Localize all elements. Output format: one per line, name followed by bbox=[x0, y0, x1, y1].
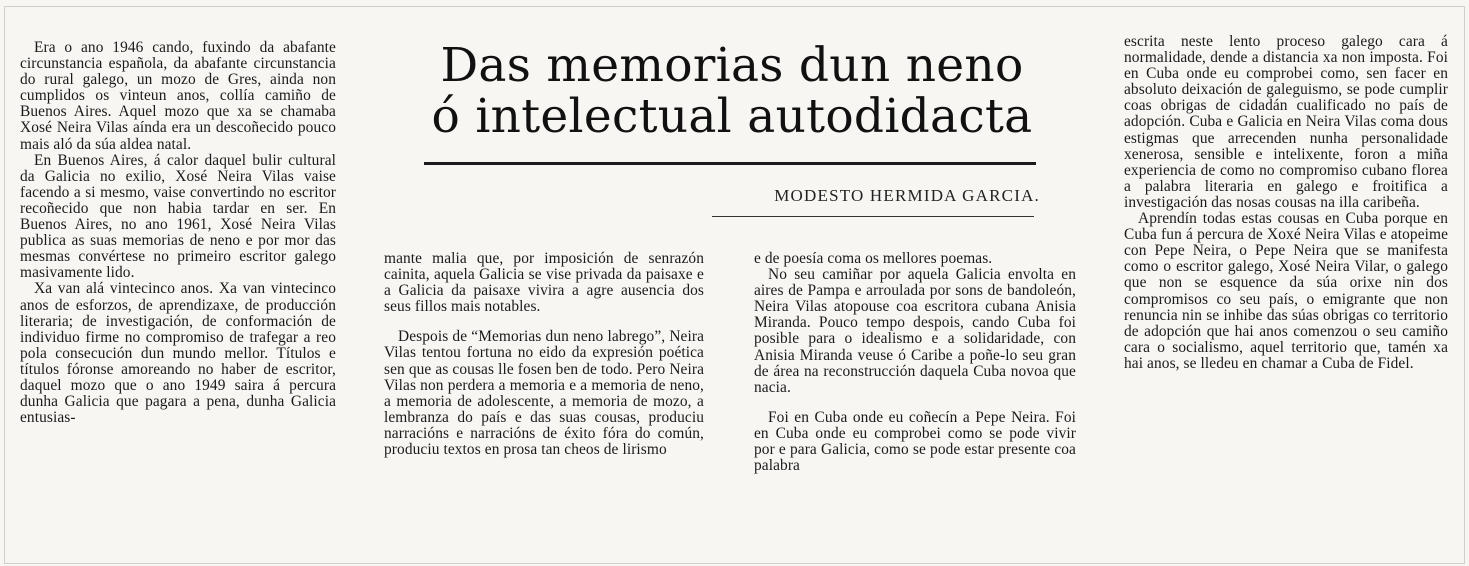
headline-line-2: ó intelectual autodidacta bbox=[431, 89, 1033, 144]
paragraph: e de poesía coma os mellores poemas. bbox=[754, 250, 993, 267]
column-4 bbox=[1124, 34, 1448, 372]
paragraph: Xa van alá vintecinco anos. Xa van vintecinco anos de esforzos, de aprendizaxe, de producción literaria; de investigación, de conformación de individuo firme no compromiso de trafegar a reo pola consecución dun mundo mellor. Títulos e títulos fóronse amoreando no haber de escritor, daquel mozo que o ano 1949 saira á percura dunha Galicia que pagara a pena, dunha Galicia entusias- bbox=[20, 280, 336, 427]
paragraph: En Buenos Aires, á calor daquel bulir cultural da Galicia no exilio, Xosé Neira Vilas vaise facendo a si mesmo, vaise convertindo no escritor recoñecido que non habia tardar en ser. En Buenos Aires, no ano 1961, Xosé Neira Vilas publica as suas memorias de neno e por mor das mesmas convértese no primeiro escritor galego masivamente lido. bbox=[20, 151, 336, 282]
headline-line-1: Das memorias dun neno bbox=[440, 38, 1024, 93]
paragraph: No seu camiñar por aquela Galicia envolta en aires de Pampa e arroulada por sons de bandoleón, Neira Vilas atopouse coa escritora cubana Anisia Miranda. Pouco tempo despois, cando Cuba foi posible para o idealismo e a solidaridade, con Anisia Miranda veuse ó Caribe a poñe-lo seu gran de área na reconstrucción daquela Cuba novoa que nacia. bbox=[754, 266, 1076, 396]
column-2 bbox=[384, 251, 704, 458]
paragraph: Aprendín todas estas cousas en Cuba porque en Cuba fun á percura de Xoxé Neira Vilas e atopeime con Pepe Neira, o Pepe Neira que se manifesta como o escritor galego, Xosé Neira Vilar, o galego que non se esquence da súa orixe nin dos compromisos co seu país, o emigrante que non renuncia nin se inhibe das súas obrigas co territorio de adopción que hai anos comenzou o seu camiño cara o socialismo, aquel territorio que, tamén xa hai anos, se lledeu en chamar a Cuba de Fidel. bbox=[1124, 210, 1448, 372]
column-3 bbox=[754, 251, 1076, 474]
paragraph: Foi en Cuba onde eu coñecín a Pepe Neira. Foi en Cuba onde eu comprobei como se pode vivir por e para Galicia, como se pode estar presente coa palabra bbox=[754, 408, 1076, 475]
paragraph: mante malia que, por imposición de senrazón cainita, aquela Galicia se vise privada da paisaxe e a Galicia da paisaxe vivira a agre ausencia dos seus fillos mais notables. bbox=[384, 250, 704, 316]
paragraph: escrita neste lento proceso galego cara á normalidade, dende a distancia xa non imposta. Foi en Cuba onde eu comprobei como, sen facer en absoluto deixación de galeguismo, se pode cumplir coas obrigas de cidadán cualificado no país de adopción. Cuba e Galicia en Neira Vilas coma dous estigmas que arrecenden nunha personalidade xenerosa, sensible e intelixente, foron a miña experiencia de como no compromiso cubano florea a palabra literaria en galego e froitifica a investigación das nosas cousas na illa caribeña. bbox=[1124, 33, 1448, 211]
headline bbox=[418, 40, 1046, 142]
byline: MODESTO HERMIDA GARCIA. bbox=[774, 186, 1040, 205]
paragraph: Despois de “Memorias dun neno labrego”, Neira Vilas tentou fortuna no eido da expresión poética sen que as cousas lle fosen ben de todo. Pero Neira Vilas non perdera a memoria e a memoria de neno, a memoria de adolescente, a memoria de mozo, a lembranza do país e das suas cousas, produciu narracións e narracións de éxito fóra do común, produciu textos en prosa tan cheos de lirismo bbox=[384, 328, 704, 459]
paragraph: Era o ano 1946 cando, fuxindo da abafante circunstancia española, da abafante circunstancia do rural galego, un mozo de Gres, ainda non cumplidos os vinteun anos, collía camiño de Buenos Aires. Aquel mozo que xa se chamaba Xosé Neira Vilas aínda era un descoñecido pouco mais aló da súa aldea natal. bbox=[20, 39, 336, 153]
byline-rule bbox=[712, 216, 1034, 217]
column-1 bbox=[20, 40, 336, 426]
headline-rule bbox=[424, 162, 1036, 165]
